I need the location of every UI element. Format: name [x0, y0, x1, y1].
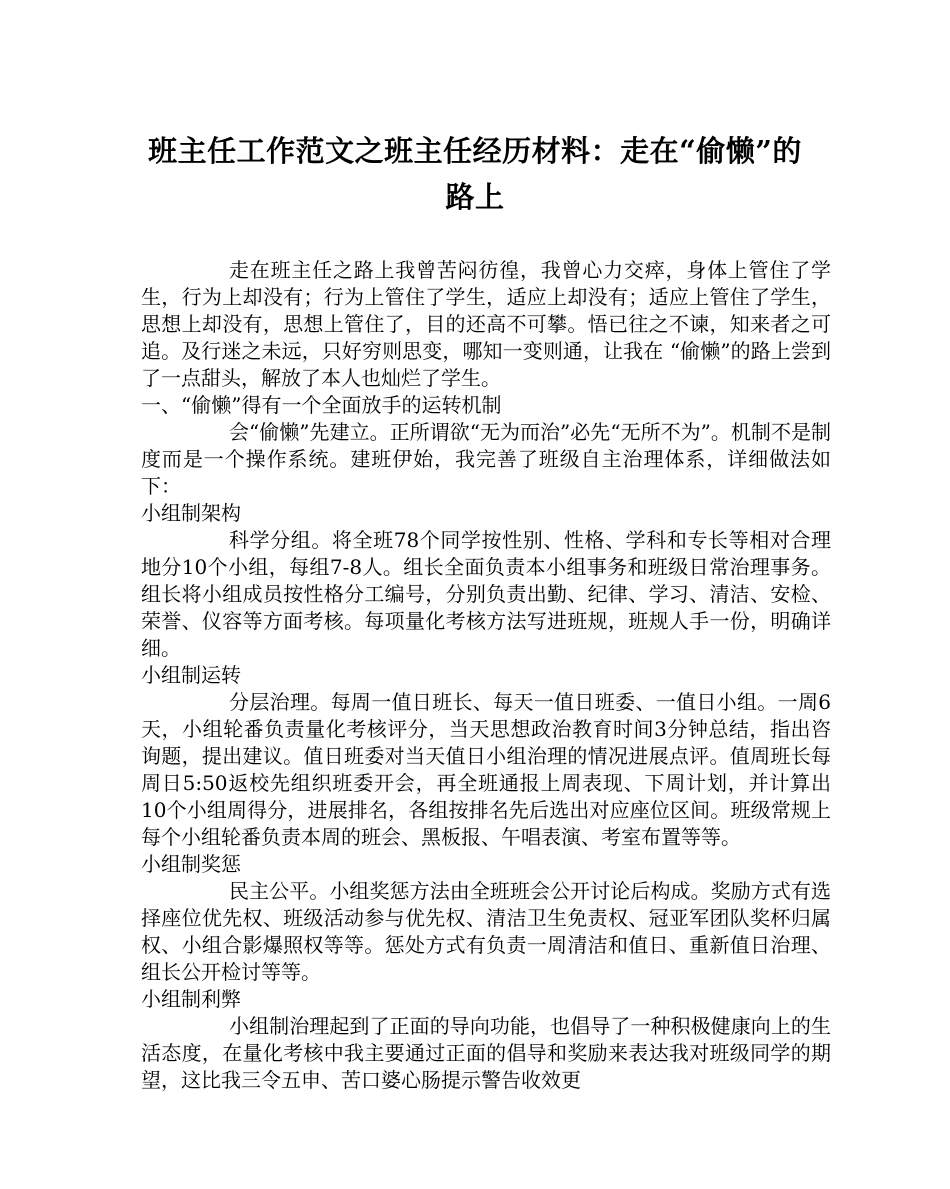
paragraph-operation: 分层治理。每周一值日班长、每天一值日班委、一值日小组。一周6天，小组轮番负责量化考核评分，当天思想政治教育时间3分钟总结，指出咨询题，提出建议。值日班委对当天值日小组治理的情况进展点评。值周班长每周日5:50返校先组织班委开会，再全班通报上周表现、下周计划，并计算出10个小组周得分，进展排名，各组按排名先后选出对应座位区间。班级常规上每个小组轮番负责本周的班会、黑板报、午唱表演、考室布置等等。: [141, 690, 831, 849]
subheading-pros-cons: 小组制利弊: [141, 987, 241, 1011]
subheading-rewards: 小组制奖惩: [141, 852, 241, 876]
document-title: 班主任工作范文之班主任经历材料：走在“偷懒”的路上: [148, 134, 802, 214]
paragraph-mechanism: 会“偷懒”先建立。正所谓欲“无为而治”必先“无所不为”。机制不是制度而是一个操作系统。建班伊始，我完善了班级自主治理体系，详细做法如下：: [141, 420, 831, 498]
paragraph-structure: 科学分组。将全班78个同学按性别、性格、学科和专长等相对合理地分10个小组，每组7-8人。组长全面负责本小组事务和班级日常治理事务。组长将小组成员按性格分工编号，分别负责出勤、纪律、学习、清洁、安检、荣誉、仪容等方面考核。每项量化考核方法写进班规，班规人手一份，明确详细。: [141, 528, 831, 660]
subheading-operation: 小组制运转: [141, 663, 241, 687]
paragraph-intro: 走在班主任之路上我曾苦闷彷徨，我曾心力交瘁，身体上管住了学生，行为上却没有；行为上管住了学生，适应上却没有；适应上管住了学生，思想上却没有，思想上管住了，目的还高不可攀。悟已往之不谏，知来者之可追。及行迷之未远，只好穷则思变，哪知一变则通，让我在 “偷懒”的路上尝到了一点甜头，解放了本人也灿烂了学生。: [141, 258, 831, 390]
section-heading-1: 一、“偷懒”得有一个全面放手的运转机制: [141, 393, 502, 417]
document-body: [141, 257, 831, 1094]
subheading-structure: 小组制架构: [141, 501, 241, 525]
paragraph-rewards: 民主公平。小组奖惩方法由全班班会公开讨论后构成。奖励方式有选择座位优先权、班级活动参与优先权、清洁卫生免责权、冠亚军团队奖杯归属权、小组合影爆照权等等。惩处方式有负责一周清洁和值日、重新值日治理、组长公开检讨等等。: [141, 879, 831, 984]
paragraph-pros-cons: 小组制治理起到了正面的导向功能，也倡导了一种积极健康向上的生活态度，在量化考核中我主要通过正面的倡导和奖励来表达我对班级同学的期望，这比我三令五申、苦口婆心肠提示警告收效更: [141, 1014, 831, 1092]
